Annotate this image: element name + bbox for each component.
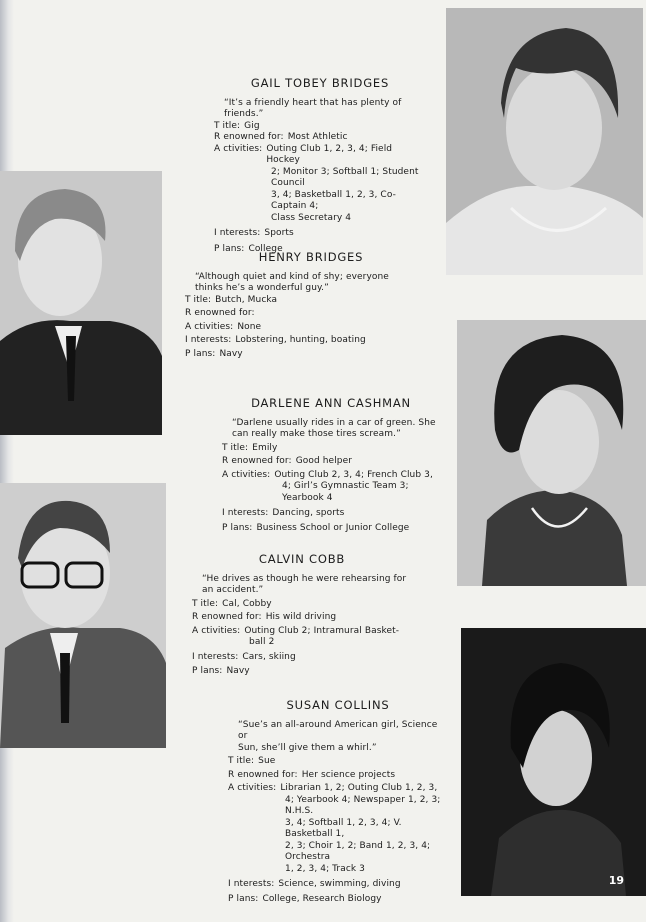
plans-line [228,894,448,906]
plans-line [222,523,440,535]
student-name: GAIL TOBEY BRIDGES [250,76,390,90]
title-label: T itle: [192,598,219,609]
plans-line [192,666,410,678]
title-line [214,121,426,133]
plans-value: Business School or Junior College [256,522,410,533]
plans-label: P lans: [185,348,216,359]
activities-continued: 2; Monitor 3; Softball 1; Student Council [271,166,419,188]
interests-label: I nterests: [214,228,261,238]
portrait-photo-henry [0,171,162,435]
plans-label: P lans: [222,522,253,533]
student-quote-line: “Darlene usually rides in a car of green. She [232,417,436,428]
renowned-line [192,612,410,624]
renowned-value: Her science projects [301,769,396,780]
activities-label: A ctivities: [228,783,277,793]
student-name: CALVIN COBB [258,552,346,566]
interests-value: Lobstering, hunting, boating [235,335,366,345]
student-quote-line: Sun, she’ll give them a whirl.” [238,742,377,753]
interests-line [222,508,440,520]
student-name: SUSAN COLLINS [286,698,390,712]
interests-value: Cars, skiing [242,651,296,662]
student-quote: “It’s a friendly heart that has plenty of friends.” [224,97,402,119]
portrait-photo-susan [461,628,646,896]
entry-susan-collins [228,700,448,905]
entry-calvin-cobb [192,554,410,678]
student-name: HENRY BRIDGES [258,250,364,264]
student-quote-line: “He drives as though he were rehearsing for [202,573,407,584]
activities-continued: 3, 4; Basketball 1, 2, 3, Co-Captain 4; [271,189,396,211]
title-value: Cal, Cobby [222,598,272,609]
page-binding-edge [0,0,14,922]
renowned-label: R enowned for: [222,456,292,466]
page-number: 19 [608,874,624,887]
renowned-value: Good helper [295,456,353,466]
interests-line [185,335,407,347]
activities-label: A ctivities: [192,625,241,636]
activities-value: Librarian 1, 2; Outing Club 1, 2, 3, [280,783,438,793]
entry-henry-bridges [185,252,407,360]
student-quote-line: thinks he’s a wonderful guy.” [195,283,329,293]
portrait-photo-calvin [0,483,166,748]
activities-continued: 3, 4; Softball 1, 2, 3, 4; V. Basketball 1, [285,817,402,839]
renowned-line [228,770,448,782]
interests-label: I nterests: [228,879,275,889]
title-label: T itle: [185,294,212,305]
activities-continued: 4; Yearbook 4; Newspaper 1, 2, 3; N.H.S. [285,794,441,816]
portrait-photo-darlene [457,320,646,586]
entry-gail-tobey-bridges [214,78,426,255]
activities-continued: Class Secretary 4 [271,212,352,223]
activities-value: Outing Club 2, 3, 4; French Club 3, [274,469,433,480]
title-line [222,443,440,455]
student-quote-line: “Although quiet and kind of shy; everyone [195,271,389,282]
activities-line [185,322,407,334]
activities-continued: 1, 2, 3, 4; Track 3 [285,863,365,874]
title-label: T itle: [214,120,241,131]
renowned-value [255,308,259,320]
student-quote-line: an accident.” [202,585,264,595]
entry-darlene-ann-cashman [222,398,440,534]
plans-label: P lans: [192,666,223,676]
activities-continued: ball 2 [249,637,275,647]
renowned-value: His wild driving [265,612,337,622]
activities-label: A ctivities: [185,321,234,332]
interests-value: Science, swimming, diving [278,879,401,889]
plans-value: College, Research Biology [262,893,382,904]
title-line [228,756,448,768]
title-value: Sue [258,756,276,766]
activities-line [214,144,426,167]
renowned-line [214,132,426,144]
activities-line [228,783,448,795]
renowned-value: Most Athletic [287,132,348,142]
title-line [185,295,407,307]
activities-continued: 4; Girl’s Gymnastic Team 3; Yearbook 4 [282,481,409,503]
interests-line [214,228,426,240]
activities-line [192,626,410,638]
student-name: DARLENE ANN CASHMAN [251,396,411,410]
interests-label: I nterests: [185,335,232,345]
renowned-label: R enowned for: [228,769,298,780]
renowned-label: R enowned for: [192,612,262,622]
renowned-label: R enowned for: [185,308,255,318]
title-label: T itle: [222,442,249,453]
activities-value: Outing Club 1, 2, 3, 4; Field Hockey [266,143,393,165]
renowned-line [222,456,440,468]
plans-value: Navy [219,348,243,359]
plans-line [185,349,407,361]
interests-line [228,879,448,891]
interests-label: I nterests: [222,508,269,518]
title-value: Butch, Mucka [215,294,278,305]
activities-line [222,470,440,482]
title-line [192,599,410,611]
student-quote-line: can really make those tires scream.” [232,429,401,439]
activities-continued: 2, 3; Choir 1, 2; Band 1, 2, 3, 4; Orchestra [285,840,431,862]
activities-label: A ctivities: [222,469,271,480]
title-value: Gig [244,120,260,131]
renowned-line [185,308,407,320]
activities-value: Outing Club 2; Intramural Basket- [244,625,400,636]
activities-value: None [237,321,262,332]
interests-label: I nterests: [192,651,239,662]
portrait-photo-gail [446,8,643,275]
plans-value: Navy [226,666,250,676]
student-quote-line: “Sue’s an all-around American girl, Science or [238,719,438,741]
plans-label: P lans: [228,893,259,904]
title-value: Emily [252,442,278,453]
renowned-label: R enowned for: [214,132,284,142]
title-label: T itle: [228,756,255,766]
interests-value: Sports [264,228,294,238]
activities-label: A ctivities: [214,143,263,154]
interests-value: Dancing, sports [272,508,345,518]
plans-label: P lans: [214,243,245,254]
interests-line [192,652,410,664]
plans-value: College [248,243,283,254]
